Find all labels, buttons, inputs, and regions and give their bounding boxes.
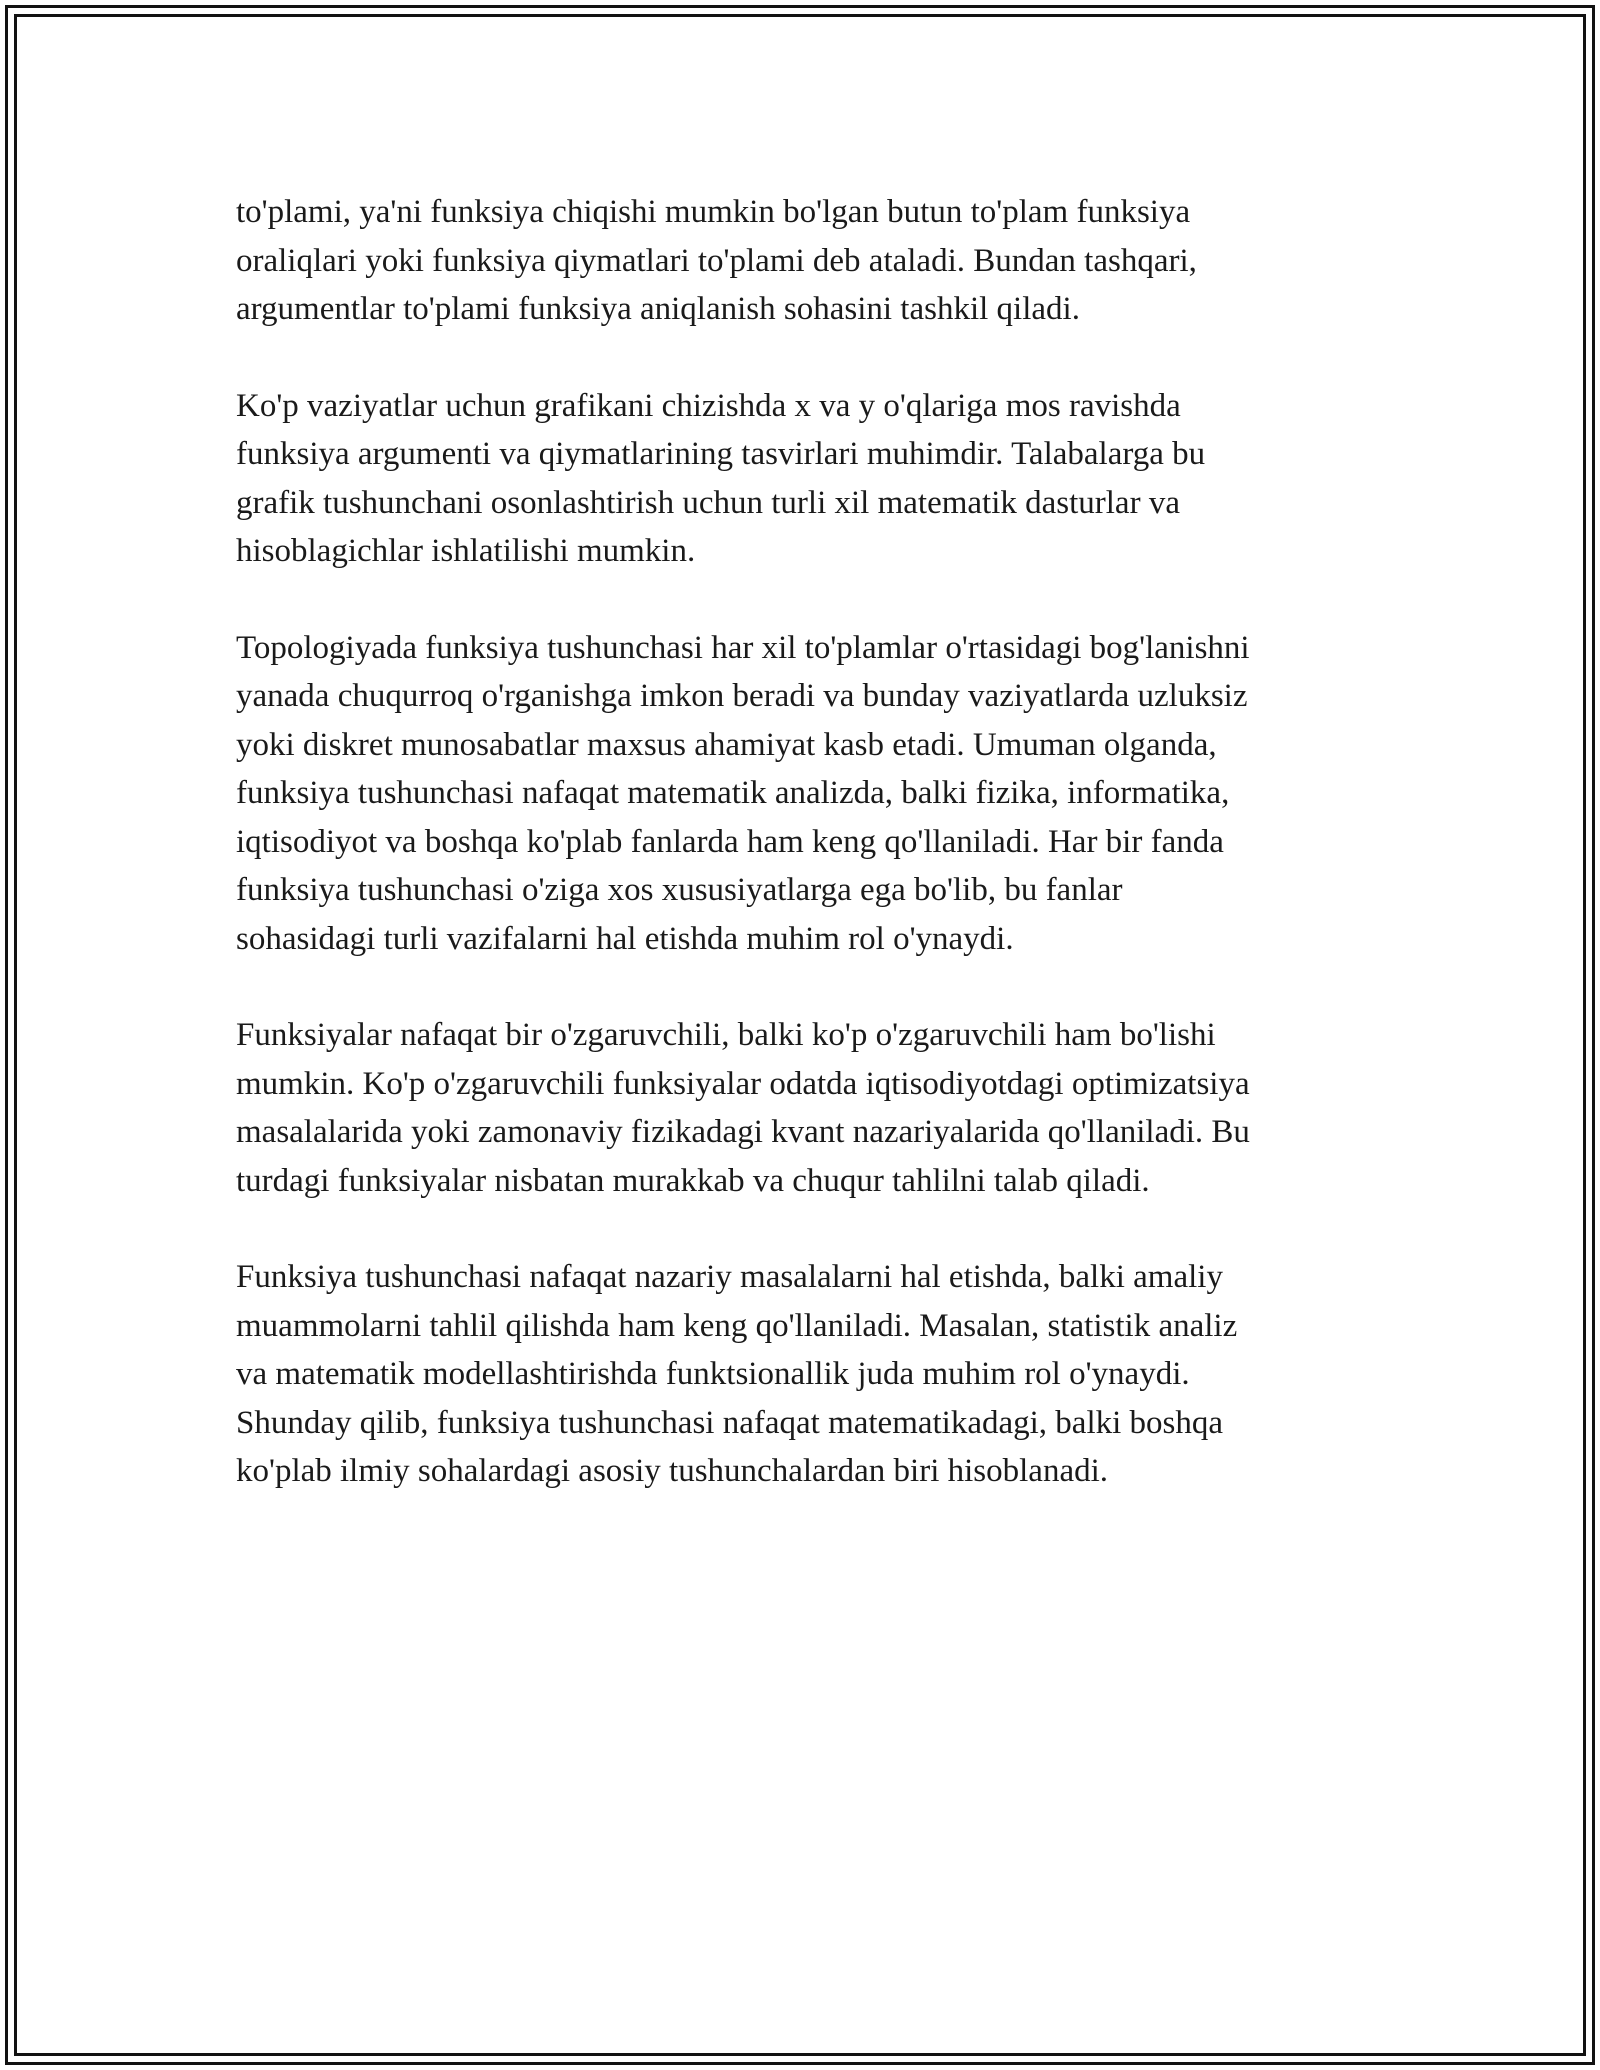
paragraph: Ko'p vaziyatlar uchun grafikani chizishda x va y o'qlariga mos ravishda funksiya argumenti va qiymatlarining tasvirlari muhimdir. Talabalarga bu grafik tushunchani osonlashtirish uchun turli xil matematik dasturlar va hisoblagichlar ishlatilishi mumkin. <box>236 387 1206 569</box>
paragraph: Funksiyalar nafaqat bir o'zgaruvchili, balki ko'p o'zgaruvchili ham bo'lishi mumkin. Ko'p o'zgaruvchili funksiyalar odatda iqtisodiyotdagi optimizatsiya masalalarida yoki zamonaviy fizikadagi kvant nazariyalarida qo'llaniladi. Bu turdagi funksiyalar nisbatan murakkab va chuqur tahlilni talab qiladi. <box>236 1017 1250 1199</box>
paragraph: Topologiyada funksiya tushunchasi har xil to'plamlar o'rtasidagi bog'lanishni yanada chuqurroq o'rganishga imkon beradi va bunday vaziyatlarda uzluksiz yoki diskret munosabatlar maxsus ahamiyat kasb etadi. Umuman olganda, funksiya tushunchasi nafaqat matematik analizda, balki fizika, informatika, iqtisodiyot va boshqa ko'plab fanlarda ham keng qo'llaniladi. Har bir fanda funksiya tushunchasi o'ziga xos xususiyatlarga ega bo'lib, bu fanlar sohasidagi turli vazifalarni hal etishda muhim rol o'ynaydi. <box>236 629 1250 957</box>
paragraph: to'plami, ya'ni funksiya chiqishi mumkin bo'lgan butun to'plam funksiya oraliqlari yoki funksiya qiymatlari to'plami deb ataladi. Bundan tashqari, argumentlar to'plami funksiya aniqlanish sohasini tashkil qiladi. <box>236 194 1197 327</box>
document-body <box>236 188 1386 1544</box>
paragraph: Funksiya tushunchasi nafaqat nazariy masalalarni hal etishda, balki amaliy muammolarni tahlil qilishda ham keng qo'llaniladi. Masalan, statistik analiz va matematik modellashtirishda funktsionallik juda muhim rol o'ynaydi. Shunday qilib, funksiya tushunchasi nafaqat matematikadagi, balki boshqa ko'plab ilmiy sohalardagi asosiy tushunchalardan biri hisoblanadi. <box>236 1259 1238 1489</box>
